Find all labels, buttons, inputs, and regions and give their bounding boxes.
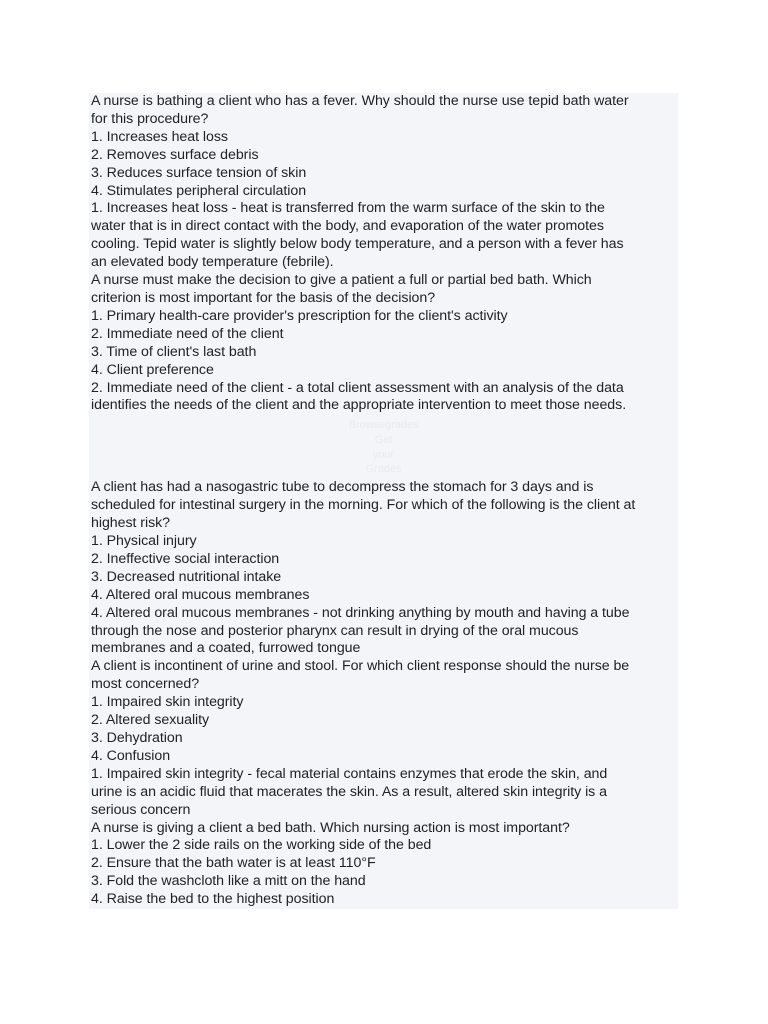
text-line: 2. Altered sexuality bbox=[91, 712, 210, 729]
text-line: 4. Raise the bed to the highest position bbox=[91, 891, 335, 908]
text-section-2 bbox=[89, 479, 678, 909]
text-line: criterion is most important for the basis of the decision? bbox=[91, 289, 436, 306]
text-line: 1. Impaired skin integrity bbox=[91, 694, 244, 711]
text-line: cooling. Tepid water is slightly below body temperature, and a person with a fever has bbox=[91, 236, 624, 253]
watermark-stamp bbox=[89, 415, 678, 479]
text-line: 2. Ensure that the bath water is at least 110°F bbox=[91, 855, 376, 872]
text-line: serious concern bbox=[91, 801, 191, 818]
text-line: 1. Impaired skin integrity - fecal material contains enzymes that erode the skin, and bbox=[91, 765, 608, 782]
text-line: scheduled for intestinal surgery in the morning. For which of the following is the client at bbox=[91, 497, 636, 514]
text-line: 1. Increases heat loss - heat is transferred from the warm surface of the skin to the bbox=[91, 200, 605, 217]
text-line: 3. Decreased nutritional intake bbox=[91, 568, 282, 585]
text-line: 1. Physical injury bbox=[91, 533, 197, 550]
text-line: 2. Ineffective social interaction bbox=[91, 550, 280, 567]
text-line: an elevated body temperature (febrile). bbox=[91, 254, 334, 271]
text-line: A client has had a nasogastric tube to decompress the stomach for 3 days and is bbox=[91, 479, 594, 496]
text-line: 2. Immediate need of the client - a total client assessment with an analysis of the data bbox=[91, 379, 624, 396]
text-line: 3. Reduces surface tension of skin bbox=[91, 164, 307, 181]
text-line: 1. Lower the 2 side rails on the working side of the bed bbox=[91, 837, 432, 854]
text-line: 2. Immediate need of the client bbox=[91, 325, 284, 342]
text-line: highest risk? bbox=[91, 515, 170, 532]
text-line: 1. Increases heat loss bbox=[91, 128, 228, 145]
watermark-line: your bbox=[372, 449, 395, 462]
text-line: 2. Removes surface debris bbox=[91, 146, 259, 163]
text-line: through the nose and posterior pharynx can result in drying of the oral mucous bbox=[91, 622, 579, 639]
text-line: 4. Altered oral mucous membranes - not drinking anything by mouth and having a tube bbox=[91, 604, 630, 621]
text-line: A nurse must make the decision to give a patient a full or partial bed bath. Which bbox=[91, 272, 592, 289]
text-line: 3. Time of client's last bath bbox=[91, 343, 257, 360]
text-line: membranes and a coated, furrowed tongue bbox=[91, 640, 361, 657]
text-line: for this procedure? bbox=[91, 110, 209, 127]
text-line: 4. Stimulates peripheral circulation bbox=[91, 182, 307, 199]
document-text-block bbox=[89, 93, 678, 909]
text-line: 3. Fold the washcloth like a mitt on the hand bbox=[91, 873, 366, 890]
text-line: water that is in direct contact with the body, and evaporation of the water promotes bbox=[91, 218, 604, 235]
text-line: urine is an acidic fluid that macerates the skin. As a result, altered skin integrity is a bbox=[91, 783, 607, 800]
text-line: 4. Client preference bbox=[91, 361, 214, 378]
text-line: A client is incontinent of urine and stool. For which client response should the nurse be bbox=[91, 658, 630, 675]
text-line: A nurse is giving a client a bed bath. Which nursing action is most important? bbox=[91, 819, 570, 836]
text-line: A nurse is bathing a client who has a fever. Why should the nurse use tepid bath water bbox=[91, 93, 629, 109]
text-line: 4. Confusion bbox=[91, 747, 171, 764]
watermark-line: Browsegrades bbox=[348, 419, 419, 432]
text-section-1 bbox=[89, 93, 678, 415]
watermark-line: Get bbox=[374, 434, 393, 447]
text-line: most concerned? bbox=[91, 676, 200, 693]
watermark-line: Grades bbox=[365, 463, 402, 476]
text-line: 4. Altered oral mucous membranes bbox=[91, 586, 310, 603]
text-line: identifies the needs of the client and the appropriate intervention to meet those needs. bbox=[91, 397, 627, 414]
text-line: 1. Primary health-care provider's prescription for the client's activity bbox=[91, 307, 508, 324]
text-line: 3. Dehydration bbox=[91, 730, 183, 746]
